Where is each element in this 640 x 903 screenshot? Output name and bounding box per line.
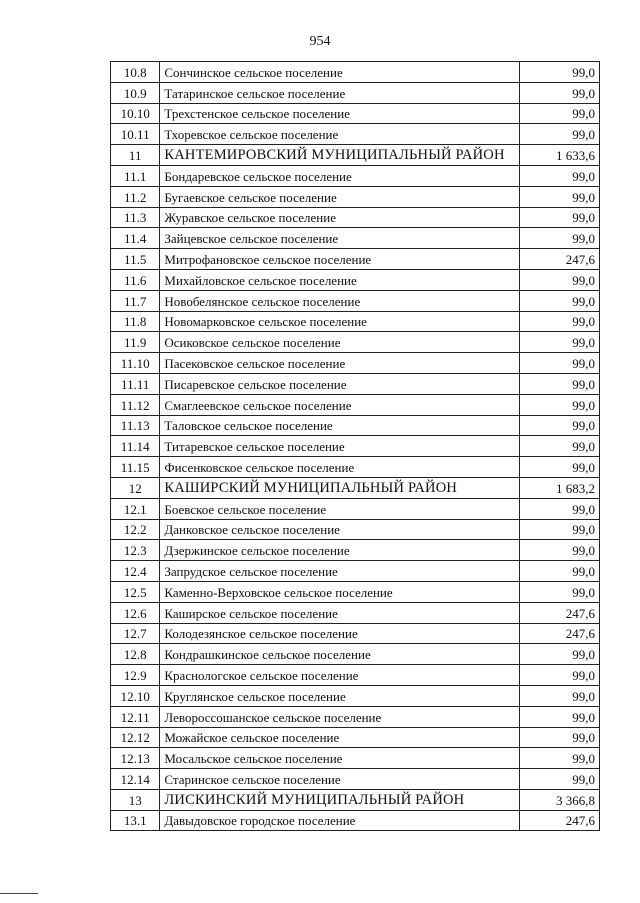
allocation-value: 1 683,2 xyxy=(520,477,600,498)
row-number: 12.4 xyxy=(111,561,160,582)
row-number: 11.6 xyxy=(111,269,160,290)
settlement-row xyxy=(111,810,600,831)
allocation-value: 247,6 xyxy=(520,602,600,623)
row-number: 11.3 xyxy=(111,207,160,228)
settlement-row xyxy=(111,394,600,415)
row-number: 11.13 xyxy=(111,415,160,436)
settlement-row xyxy=(111,436,600,457)
settlement-name: Дзержинское сельское поселение xyxy=(160,540,520,561)
settlement-row xyxy=(111,623,600,644)
row-number: 12.1 xyxy=(111,498,160,519)
settlement-row xyxy=(111,165,600,186)
allocation-value: 99,0 xyxy=(520,394,600,415)
settlement-name: Запрудское сельское поселение xyxy=(160,561,520,582)
row-number: 12.8 xyxy=(111,644,160,665)
district-name: КАНТЕМИРОВСКИЙ МУНИЦИПАЛЬНЫЙ РАЙОН xyxy=(160,145,520,166)
settlement-name: Тхоревское сельское поселение xyxy=(160,124,520,145)
settlement-row xyxy=(111,207,600,228)
allocation-value: 99,0 xyxy=(520,644,600,665)
settlement-name: Краснологское сельское поселение xyxy=(160,665,520,686)
district-name: ЛИСКИНСКИЙ МУНИЦИПАЛЬНЫЙ РАЙОН xyxy=(160,789,520,810)
settlement-name: Татаринское сельское поселение xyxy=(160,82,520,103)
allocation-value: 99,0 xyxy=(520,540,600,561)
settlement-name: Колодезянское сельское поселение xyxy=(160,623,520,644)
row-number: 11.14 xyxy=(111,436,160,457)
allocation-value: 99,0 xyxy=(520,748,600,769)
settlement-row xyxy=(111,186,600,207)
row-number: 11.10 xyxy=(111,353,160,374)
row-number: 11.4 xyxy=(111,228,160,249)
settlement-row xyxy=(111,311,600,332)
row-number: 11 xyxy=(111,145,160,166)
settlement-row xyxy=(111,228,600,249)
settlement-row xyxy=(111,353,600,374)
settlement-row xyxy=(111,82,600,103)
settlement-row xyxy=(111,561,600,582)
row-number: 12.13 xyxy=(111,748,160,769)
settlement-name: Каширское сельское поселение xyxy=(160,602,520,623)
allocation-value: 247,6 xyxy=(520,249,600,270)
settlement-name: Боевское сельское поселение xyxy=(160,498,520,519)
allocation-value: 99,0 xyxy=(520,727,600,748)
settlement-name: Пасековское сельское поселение xyxy=(160,353,520,374)
row-number: 12.12 xyxy=(111,727,160,748)
page-number: 954 xyxy=(309,34,331,49)
row-number: 11.15 xyxy=(111,457,160,478)
allocation-table xyxy=(110,61,600,831)
settlement-row xyxy=(111,602,600,623)
settlement-name: Зайцевское сельское поселение xyxy=(160,228,520,249)
settlement-row xyxy=(111,373,600,394)
row-number: 13.1 xyxy=(111,810,160,831)
settlement-row xyxy=(111,540,600,561)
allocation-value: 3 366,8 xyxy=(520,789,600,810)
settlement-name: Левороссошанское сельское поселение xyxy=(160,706,520,727)
settlement-row xyxy=(111,769,600,790)
allocation-value: 99,0 xyxy=(520,769,600,790)
settlement-name: Титаревское сельское поселение xyxy=(160,436,520,457)
settlement-name: Давыдовское городское поселение xyxy=(160,810,520,831)
allocation-value: 99,0 xyxy=(520,82,600,103)
settlement-name: Круглянское сельское поселение xyxy=(160,685,520,706)
settlement-name: Фисенковское сельское поселение xyxy=(160,457,520,478)
settlement-row xyxy=(111,748,600,769)
settlement-row xyxy=(111,269,600,290)
settlement-row xyxy=(111,665,600,686)
row-number: 10.8 xyxy=(111,62,160,83)
settlement-name: Бугаевское сельское поселение xyxy=(160,186,520,207)
row-number: 12.7 xyxy=(111,623,160,644)
allocation-value: 99,0 xyxy=(520,436,600,457)
table-body xyxy=(111,62,600,831)
row-number: 11.1 xyxy=(111,165,160,186)
row-number: 12.3 xyxy=(111,540,160,561)
allocation-value: 99,0 xyxy=(520,186,600,207)
allocation-value: 99,0 xyxy=(520,706,600,727)
allocation-value: 247,6 xyxy=(520,810,600,831)
settlement-name: Сончинское сельское поселение xyxy=(160,62,520,83)
row-number: 12.14 xyxy=(111,769,160,790)
settlement-name: Можайское сельское поселение xyxy=(160,727,520,748)
settlement-row xyxy=(111,62,600,83)
row-number: 12.9 xyxy=(111,665,160,686)
allocation-value: 99,0 xyxy=(520,519,600,540)
settlement-name: Новомарковское сельское поселение xyxy=(160,311,520,332)
settlement-row xyxy=(111,685,600,706)
settlement-name: Трехстенское сельское поселение xyxy=(160,103,520,124)
settlement-name: Писаревское сельское поселение xyxy=(160,373,520,394)
allocation-value: 1 633,6 xyxy=(520,145,600,166)
allocation-value: 99,0 xyxy=(520,124,600,145)
row-number: 11.12 xyxy=(111,394,160,415)
district-row xyxy=(111,789,600,810)
row-number: 10.11 xyxy=(111,124,160,145)
settlement-row xyxy=(111,332,600,353)
settlement-row xyxy=(111,415,600,436)
row-number: 11.11 xyxy=(111,373,160,394)
settlement-name: Смаглеевское сельское поселение xyxy=(160,394,520,415)
allocation-value: 99,0 xyxy=(520,269,600,290)
allocation-value: 99,0 xyxy=(520,353,600,374)
settlement-name: Михайловское сельское поселение xyxy=(160,269,520,290)
scan-edge-mark xyxy=(0,893,38,894)
settlement-name: Мосальское сельское поселение xyxy=(160,748,520,769)
settlement-row xyxy=(111,457,600,478)
allocation-value: 99,0 xyxy=(520,457,600,478)
allocation-value: 99,0 xyxy=(520,332,600,353)
settlement-name: Старинское сельское поселение xyxy=(160,769,520,790)
allocation-value: 99,0 xyxy=(520,311,600,332)
settlement-row xyxy=(111,727,600,748)
row-number: 11.7 xyxy=(111,290,160,311)
row-number: 12 xyxy=(111,477,160,498)
row-number: 11.8 xyxy=(111,311,160,332)
allocation-value: 99,0 xyxy=(520,498,600,519)
row-number: 12.5 xyxy=(111,581,160,602)
allocation-value: 99,0 xyxy=(520,581,600,602)
settlement-name: Журавское сельское поселение xyxy=(160,207,520,228)
settlement-row xyxy=(111,498,600,519)
settlement-row xyxy=(111,124,600,145)
settlement-row xyxy=(111,290,600,311)
row-number: 12.2 xyxy=(111,519,160,540)
row-number: 12.6 xyxy=(111,602,160,623)
allocation-value: 99,0 xyxy=(520,103,600,124)
settlement-name: Митрофановское сельское поселение xyxy=(160,249,520,270)
settlement-name: Каменно-Верховское сельское поселение xyxy=(160,581,520,602)
settlement-name: Данковское сельское поселение xyxy=(160,519,520,540)
row-number: 11.2 xyxy=(111,186,160,207)
allocation-value: 247,6 xyxy=(520,623,600,644)
allocation-value: 99,0 xyxy=(520,62,600,83)
settlement-name: Осиковское сельское поселение xyxy=(160,332,520,353)
settlement-name: Бондаревское сельское поселение xyxy=(160,165,520,186)
row-number: 11.5 xyxy=(111,249,160,270)
settlement-row xyxy=(111,249,600,270)
row-number: 10.10 xyxy=(111,103,160,124)
district-row xyxy=(111,145,600,166)
allocation-value: 99,0 xyxy=(520,415,600,436)
settlement-row xyxy=(111,103,600,124)
settlement-name: Кондрашкинское сельское поселение xyxy=(160,644,520,665)
district-name: КАШИРСКИЙ МУНИЦИПАЛЬНЫЙ РАЙОН xyxy=(160,477,520,498)
row-number: 10.9 xyxy=(111,82,160,103)
allocation-value: 99,0 xyxy=(520,665,600,686)
settlement-row xyxy=(111,644,600,665)
district-row xyxy=(111,477,600,498)
allocation-value: 99,0 xyxy=(520,228,600,249)
allocation-value: 99,0 xyxy=(520,165,600,186)
allocation-value: 99,0 xyxy=(520,207,600,228)
settlement-row xyxy=(111,519,600,540)
allocation-value: 99,0 xyxy=(520,561,600,582)
settlement-row xyxy=(111,706,600,727)
allocation-value: 99,0 xyxy=(520,290,600,311)
row-number: 13 xyxy=(111,789,160,810)
row-number: 11.9 xyxy=(111,332,160,353)
row-number: 12.11 xyxy=(111,706,160,727)
allocation-value: 99,0 xyxy=(520,685,600,706)
settlement-name: Таловское сельское поселение xyxy=(160,415,520,436)
settlement-row xyxy=(111,581,600,602)
settlement-name: Новобелянское сельское поселение xyxy=(160,290,520,311)
row-number: 12.10 xyxy=(111,685,160,706)
allocation-value: 99,0 xyxy=(520,373,600,394)
